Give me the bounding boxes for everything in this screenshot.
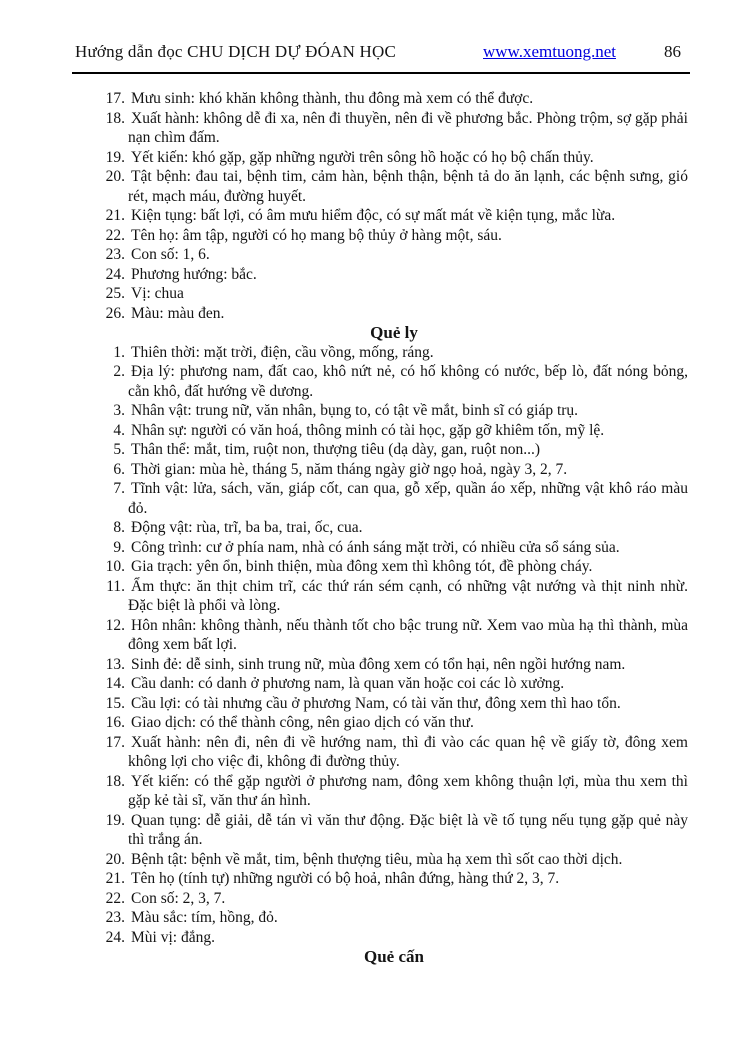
list-item: 22. Tên họ: âm tập, người có họ mang bộ thủy ở hàng một, sáu. — [100, 226, 688, 246]
item-number: 21. — [105, 207, 125, 224]
item-number: 25. — [105, 285, 125, 302]
list-item: 10. Gia trạch: yên ổn, binh thiện, mùa đông xem thì không tót, đề phòng cháy. — [100, 557, 688, 577]
item-number: 7. — [113, 480, 125, 497]
list-item: 14. Cầu danh: có danh ở phương nam, là quan văn hoặc coi các lò xưởng. — [100, 674, 688, 694]
item-number: 18. — [105, 109, 125, 127]
list-item: 20. Bệnh tật: bệnh về mắt, tim, bệnh thượng tiêu, mùa hạ xem thì sốt cao thời dịch. — [100, 850, 688, 870]
list-item: 24. Mùi vị: đắng. — [100, 928, 688, 948]
list-item: 1. Thiên thời: mặt trời, điện, cầu vồng, mống, ráng. — [100, 343, 688, 363]
list-item: 21. Tên họ (tính tự) những người có bộ hoả, nhân đứng, hàng thứ 2, 3, 7. — [100, 869, 688, 889]
item-number: 17. — [105, 90, 125, 107]
list-item: 17. Xuất hành: nên đi, nên đi về hướng nam, thì đi vào các quan hệ về giấy tờ, đông xem không lợi cho việc đi, không đi đường thủy. — [100, 733, 688, 772]
list-item: 25. Vị: chua — [100, 284, 688, 304]
item-number: 15. — [105, 694, 125, 712]
item-number: 18. — [105, 772, 125, 790]
list-que-ly-items — [100, 343, 688, 948]
item-number: 19. — [105, 148, 125, 166]
list-que-kham-items — [100, 89, 688, 323]
item-number: 20. — [105, 168, 125, 185]
item-number: 11. — [106, 577, 125, 595]
item-number: 9. — [113, 538, 125, 556]
item-number: 6. — [113, 460, 125, 478]
list-item: 4. Nhân sự: người có văn hoá, thông minh có tài học, gặp gỡ khiêm tốn, mỹ lệ. — [100, 421, 688, 441]
list-item: 19. Quan tụng: dễ giải, dễ tán vì văn thư động. Đặc biệt là về tố tụng nếu tụng gặp quẻ này thì trắng án. — [100, 811, 688, 850]
list-item: 18. Xuất hành: không dễ đi xa, nên đi thuyền, nên đi về phương bắc. Phòng trộm, sợ gặp phải nạn chìm đấm. — [100, 109, 688, 148]
list-item: 21. Kiện tụng: bất lợi, có âm mưu hiểm độc, có sự mất mát về kiện tụng, mắc lừa. — [100, 206, 688, 226]
list-item: 18. Yết kiến: có thể gặp người ở phương nam, đông xem không thuận lợi, mùa thu xem thì gặp kẻ tài sĩ, văn thư án hình. — [100, 772, 688, 811]
list-item: 7. Tĩnh vật: lửa, sách, văn, giáp cốt, can qua, gỗ xếp, quần áo xếp, những vật khô ráo màu đỏ. — [100, 479, 688, 518]
item-number: 21. — [105, 870, 125, 887]
item-number: 14. — [105, 675, 125, 692]
item-number: 24. — [105, 928, 125, 946]
item-number: 10. — [105, 558, 125, 575]
item-number: 13. — [105, 655, 125, 673]
list-item: 15. Cầu lợi: có tài nhưng cầu ở phương Nam, có tài văn thư, đông xem thì hao tổn. — [100, 694, 688, 714]
list-item: 12. Hôn nhân: không thành, nếu thành tốt cho bậc trung nữ. Xem vao mùa hạ thì thành, mùa đông xem bất lợi. — [100, 616, 688, 655]
list-item: 5. Thân thể: mắt, tim, ruột non, thượng tiêu (dạ dày, gan, ruột non...) — [100, 440, 688, 460]
header-divider — [72, 72, 690, 74]
list-item: 19. Yết kiến: khó gặp, gặp những người trên sông hồ hoặc có họ bộ chấn thủy. — [100, 148, 688, 168]
item-number: 20. — [105, 850, 125, 868]
list-item: 11. Ẩm thực: ăn thịt chim trĩ, các thứ rán sém cạnh, có những vật nướng và thịt ninh nhừ. Đặc biệt là phổi và lòng. — [100, 577, 688, 616]
website-link[interactable]: www.xemtuong.net — [483, 42, 616, 61]
item-number: 8. — [113, 519, 125, 536]
item-number: 23. — [105, 909, 125, 926]
item-number: 4. — [113, 421, 125, 439]
list-item: 6. Thời gian: mùa hè, tháng 5, năm tháng ngày giờ ngọ hoả, ngày 3, 2, 7. — [100, 460, 688, 480]
item-number: 3. — [113, 402, 125, 419]
list-item: 26. Màu: màu đen. — [100, 304, 688, 324]
list-item: 2. Địa lý: phương nam, đất cao, khô nứt nẻ, có hố không có nước, bếp lò, đất nóng bỏng, cằn khô, đất hướng về dương. — [100, 362, 688, 401]
item-number: 5. — [113, 441, 125, 458]
item-number: 26. — [105, 304, 125, 322]
list-item: 24. Phương hướng: bắc. — [100, 265, 688, 285]
item-number: 24. — [105, 265, 125, 283]
list-item: 16. Giao dịch: có thể thành công, nên giao dịch có văn thư. — [100, 713, 688, 733]
item-number: 22. — [105, 226, 125, 244]
list-item: 3. Nhân vật: trung nữ, văn nhân, bụng to, có tật về mắt, binh sĩ có giáp trụ. — [100, 401, 688, 421]
item-number: 2. — [113, 363, 125, 380]
list-item: 20. Tật bệnh: đau tai, bệnh tim, cảm hàn, bệnh thận, bệnh tả do ăn lạnh, các bệnh sưng, gió rét, mạch máu, đường huyết. — [100, 167, 688, 206]
item-number: 22. — [105, 889, 125, 907]
list-item: 8. Động vật: rùa, trĩ, ba ba, trai, ốc, cua. — [100, 518, 688, 538]
page-content — [100, 89, 688, 967]
item-number: 16. — [105, 714, 125, 731]
list-item: 23. Con số: 1, 6. — [100, 245, 688, 265]
item-number: 1. — [113, 343, 125, 361]
list-item: 23. Màu sắc: tím, hồng, đỏ. — [100, 908, 688, 928]
list-item: 13. Sinh đẻ: dễ sinh, sinh trung nữ, mùa đông xem có tổn hại, nên ngồi hướng nam. — [100, 655, 688, 675]
item-number: 17. — [105, 733, 125, 751]
header-title: Hướng dẫn đọc CHU DỊCH DỰ ĐÓAN HỌC — [75, 42, 397, 61]
page-number: 86 — [664, 42, 681, 61]
item-number: 19. — [105, 811, 125, 829]
list-item: 17. Mưu sinh: khó khăn không thành, thu đông mà xem có thể được. — [100, 89, 688, 109]
heading-que-can: Quẻ cấn — [364, 947, 424, 966]
item-number: 12. — [105, 616, 125, 634]
list-item: 22. Con số: 2, 3, 7. — [100, 889, 688, 909]
page-header — [75, 42, 681, 62]
list-item: 9. Công trình: cư ở phía nam, nhà có ánh sáng mặt trời, có nhiều cửa sổ sáng sủa. — [100, 538, 688, 558]
item-number: 23. — [105, 246, 125, 263]
heading-que-ly: Quẻ ly — [370, 323, 418, 342]
